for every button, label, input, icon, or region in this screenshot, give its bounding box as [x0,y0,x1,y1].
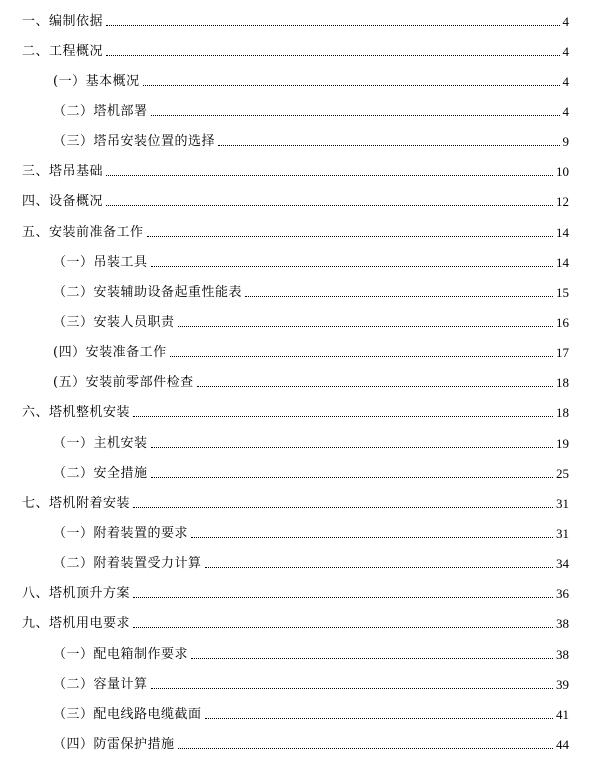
toc-leader-dots [151,266,553,267]
toc-entry[interactable] [53,98,569,120]
toc-entry-page: 31 [556,526,569,541]
toc-leader-dots [106,55,559,56]
toc-entry-title: （一）主机安装 [53,436,148,451]
toc-leader-dots [191,658,553,659]
toc-entry[interactable] [53,279,569,301]
toc-entry-page: 4 [562,74,569,89]
toc-entry[interactable] [22,219,569,241]
toc-leader-dots [151,688,553,689]
toc-leader-dots [178,748,553,749]
toc-entry-page: 4 [562,14,569,29]
toc-entry-title: （二）容量计算 [53,677,148,692]
toc-leader-dots [106,175,553,176]
toc-entry[interactable] [22,490,569,512]
toc-entry-page: 18 [556,375,569,390]
toc-entry-page: 17 [556,345,569,360]
toc-entry-title: 九、塔机用电要求 [22,616,131,631]
toc-entry-title: （一）吊装工具 [53,255,148,270]
toc-entry[interactable] [53,550,569,572]
toc-entry-page: 4 [562,104,569,119]
toc-entry-page: 14 [556,225,569,240]
toc-entry-page: 15 [556,285,569,300]
toc-entry-title: 一、编制依据 [22,14,104,29]
toc-leader-dots [151,447,553,448]
toc-entry-title: (五）安装前零部件检查 [53,375,194,390]
toc-entry-title: （二）安装辅助设备起重性能表 [53,285,243,300]
toc-entry[interactable] [53,339,569,361]
toc-leader-dots [151,477,553,478]
toc-entry-page: 31 [556,496,569,511]
toc-entry[interactable] [53,430,569,452]
toc-entry[interactable] [22,38,569,60]
toc-leader-dots [197,386,553,387]
toc-leader-dots [151,115,560,116]
toc-entry-page: 36 [556,586,569,601]
toc-entry-title: （三）配电线路电缆截面 [53,707,202,722]
toc-entry-title: （一）配电箱制作要求 [53,647,189,662]
toc-entry[interactable] [53,641,569,663]
toc-entry[interactable] [22,399,569,421]
toc-entry-page: 12 [556,194,569,209]
toc-entry-page: 34 [556,556,569,571]
toc-entry[interactable] [53,671,569,693]
toc-entry-page: 38 [556,616,569,631]
toc-leader-dots [205,718,553,719]
toc-entry-page: 41 [556,707,569,722]
toc-leader-dots [170,356,553,357]
toc-entry-title: 四、设备概况 [22,194,104,209]
toc-entry-title: （四）防雷保护措施 [53,737,175,752]
toc-entry-page: 10 [556,164,569,179]
toc-entry-title: （二）安全措施 [53,466,148,481]
toc-entry[interactable] [53,701,569,723]
toc-leader-dots [218,145,559,146]
toc-entry[interactable] [22,158,569,180]
toc-entry[interactable] [53,520,569,542]
toc-leader-dots [178,326,553,327]
toc-entry[interactable] [53,68,569,90]
toc-entry[interactable] [53,249,569,271]
toc-entry[interactable] [53,369,569,391]
toc-entry-page: 19 [556,436,569,451]
toc-leader-dots [133,627,553,628]
toc-leader-dots [205,567,553,568]
toc-entry-title: 七、塔机附着安装 [22,496,131,511]
toc-entry-title: 五、安装前准备工作 [22,225,144,240]
toc-entry-title: （二）附着装置受力计算 [53,556,202,571]
toc-entry-title: （三）安装人员职责 [53,315,175,330]
toc-leader-dots [106,205,553,206]
toc-leader-dots [143,85,560,86]
toc-entry-title: （一）附着装置的要求 [53,526,189,541]
toc-entry-title: 八、塔机顶升方案 [22,586,131,601]
toc-entry-page: 16 [556,315,569,330]
toc-entry-title: (四）安装准备工作 [53,345,167,360]
toc-entry[interactable] [53,128,569,150]
toc-leader-dots [133,597,553,598]
toc-entry[interactable] [22,610,569,632]
toc-entry[interactable] [53,309,569,331]
toc-entry-title: 三、塔吊基础 [22,164,104,179]
toc-entry[interactable] [53,460,569,482]
toc-entry-page: 44 [556,737,569,752]
toc-entry-page: 39 [556,677,569,692]
toc-entry[interactable] [22,580,569,602]
toc-entry-title: (一）基本概况 [53,74,140,89]
toc-entry-title: （二）塔机部署 [53,104,148,119]
toc-leader-dots [147,236,553,237]
toc-entry[interactable] [22,8,569,30]
toc-entry-page: 14 [556,255,569,270]
toc-leader-dots [133,507,553,508]
toc-entry-page: 4 [562,44,569,59]
toc-entry-title: （三）塔吊安装位置的选择 [53,134,216,149]
toc-entry-page: 18 [556,405,569,420]
toc-leader-dots [106,25,559,26]
toc-leader-dots [191,537,553,538]
toc-leader-dots [133,416,553,417]
toc-leader-dots [245,296,553,297]
toc-entry-page: 38 [556,647,569,662]
toc-entry-title: 二、工程概况 [22,44,104,59]
toc-entry-title: 六、塔机整机安装 [22,405,131,420]
toc-entry-page: 9 [562,134,569,149]
toc-entry[interactable] [22,188,569,210]
toc-entry-page: 25 [556,466,569,481]
toc-entry[interactable] [53,731,569,753]
